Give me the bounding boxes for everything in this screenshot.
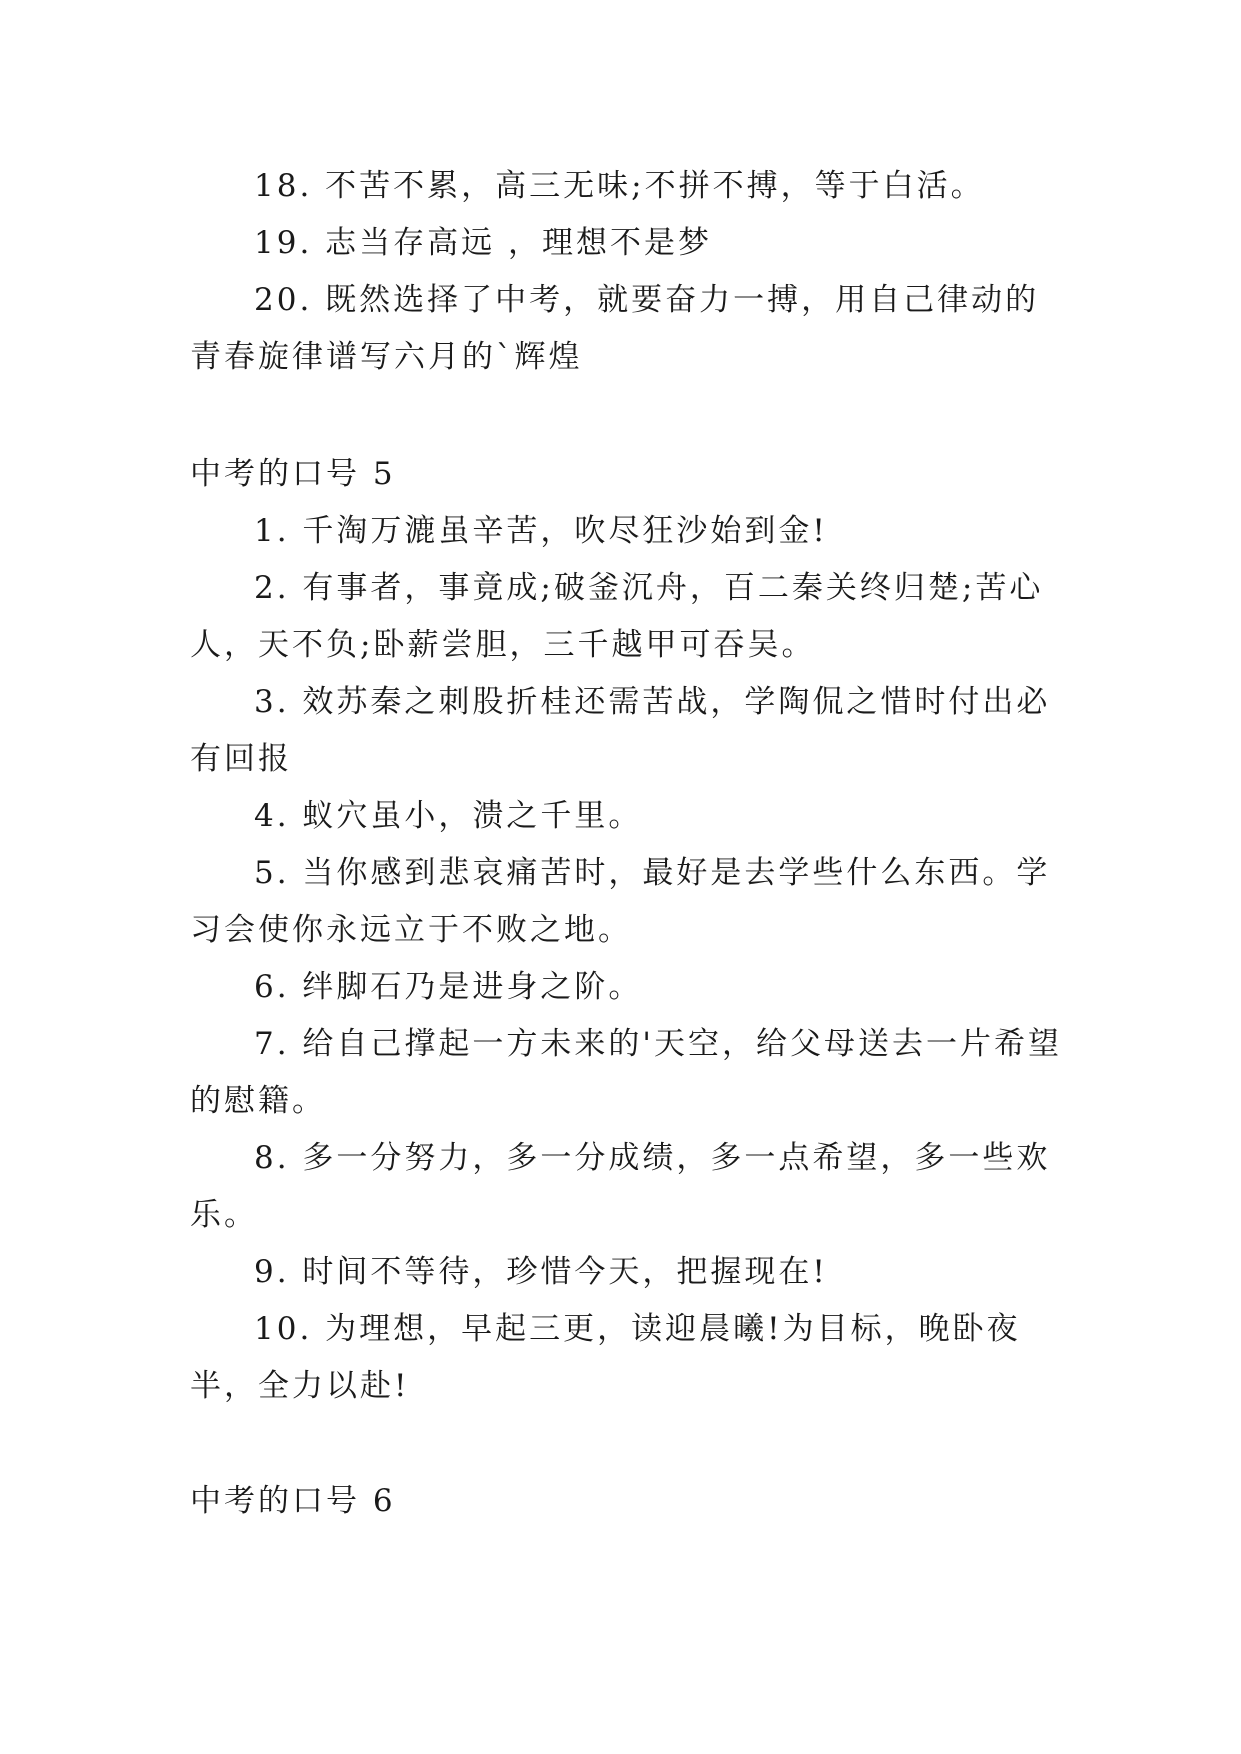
section-heading-6: 中考的口号 6 — [190, 1483, 396, 1519]
slogan-item-7: 7. 给自己撑起一方未来的'天空，给父母送去一片希望的慰籍。 — [190, 1026, 1062, 1119]
slogan-item-8: 8. 多一分努力，多一分成绩，多一点希望，多一些欢乐。 — [190, 1140, 1051, 1233]
section-heading-5: 中考的口号 5 — [190, 456, 396, 492]
slogan-item-6: 6. 绊脚石乃是进身之阶。 — [254, 969, 643, 1005]
slogan-item-20: 20. 既然选择了中考，就要奋力一搏，用自己律动的青春旋律谱写六月的`辉煌 — [190, 282, 1040, 375]
slogan-item-5: 5. 当你感到悲哀痛苦时，最好是去学些什么东西。学习会使你永远立于不败之地。 — [190, 855, 1051, 948]
slogan-item-18: 18. 不苦不累，高三无味;不拼不搏，等于白活。 — [254, 168, 985, 204]
slogan-item-2: 2. 有事者，事竟成;破釜沉舟，百二秦关终归楚;苦心人，天不负;卧薪尝胆，三千越甲可吞吴。 — [190, 570, 1044, 663]
slogan-item-3: 3. 效苏秦之刺股折桂还需苦战，学陶侃之惜时付出必有回报 — [190, 684, 1051, 777]
slogan-item-4: 4. 蚁穴虽小，溃之千里。 — [254, 798, 643, 834]
slogan-item-1: 1. 千淘万漉虽辛苦，吹尽狂沙始到金! — [254, 513, 828, 549]
slogan-item-10: 10. 为理想，早起三更，读迎晨曦!为目标，晚卧夜半，全力以赴! — [190, 1311, 1021, 1404]
slogan-item-19: 19. 志当存高远 ，理想不是梦 — [254, 225, 713, 261]
slogan-item-9: 9. 时间不等待，珍惜今天，把握现在! — [254, 1254, 828, 1290]
